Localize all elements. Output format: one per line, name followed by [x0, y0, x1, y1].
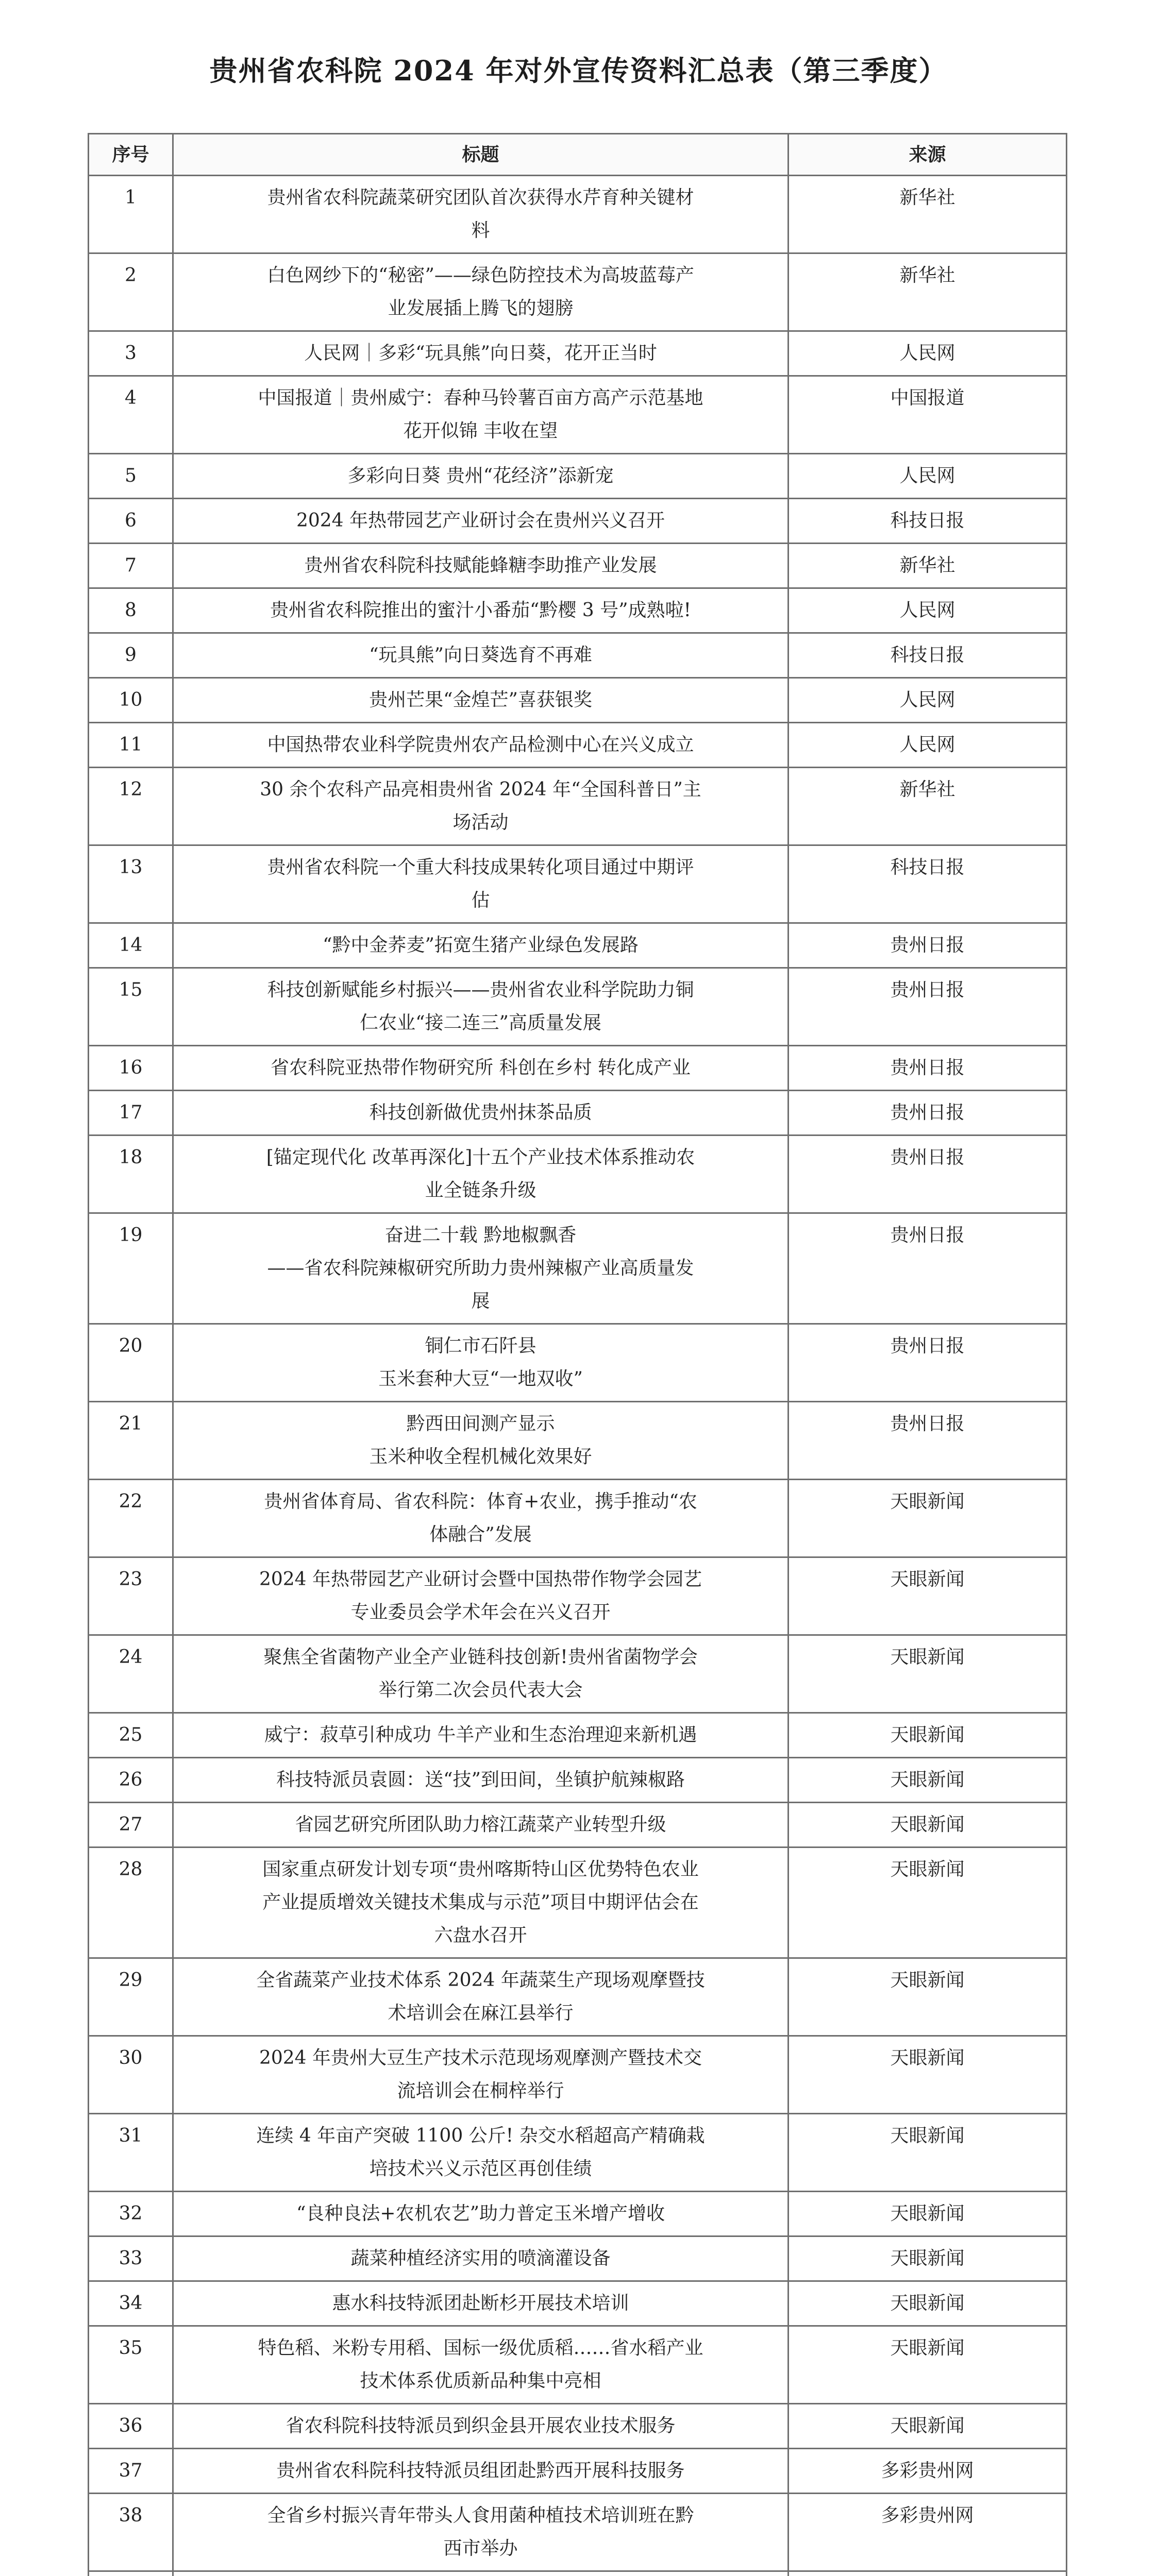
row-source: 人民网	[789, 454, 1067, 499]
row-source: 天眼新闻	[789, 1713, 1067, 1758]
row-source: 贵州日报	[789, 968, 1067, 1046]
row-title	[173, 723, 789, 768]
row-source: 贵州日报	[789, 1091, 1067, 1136]
row-title	[173, 2494, 789, 2571]
table-row	[89, 1557, 1067, 1635]
title-line: 铜仁市石阡县	[425, 1335, 536, 1357]
table-row	[89, 723, 1067, 768]
title-line: 流培训会在桐梓举行	[397, 2080, 564, 2102]
title-line: 中国热带农业科学院贵州农产品检测中心在兴义成立	[267, 734, 694, 755]
title-line: 省农科院科技特派员到织金县开展农业技术服务	[286, 2415, 676, 2436]
title-line: 举行第二次会员代表大会	[378, 1680, 583, 1701]
title-line: 贵州省农科院科技赋能蜂糖李助推产业发展	[304, 555, 657, 576]
row-source: 天眼新闻	[789, 2192, 1067, 2236]
table-body	[89, 176, 1067, 2576]
table-row	[89, 2326, 1067, 2404]
title-line: 估	[471, 890, 490, 911]
row-title	[173, 1758, 789, 1803]
row-number: 8	[89, 588, 173, 633]
title-line: 中国报道｜贵州威宁：春种马铃薯百亩方高产示范基地	[258, 387, 703, 409]
table-row	[89, 454, 1067, 499]
title-line: 贵州芒果“金煌芒”喜获银奖	[369, 689, 592, 710]
row-title	[173, 454, 789, 499]
row-title	[173, 968, 789, 1046]
table-row	[89, 1324, 1067, 1402]
title-line: 国家重点研发计划专项“贵州喀斯特山区优势特色农业	[262, 1859, 699, 1880]
table-row	[89, 1402, 1067, 1480]
table-row	[89, 1136, 1067, 1213]
title-line: 专业委员会学术年会在兴义召开	[350, 1602, 611, 1623]
table-row	[89, 544, 1067, 588]
title-line: 奋进二十载 黔地椒飘香	[384, 1225, 577, 1246]
row-number: 16	[89, 1046, 173, 1091]
row-source: 天眼新闻	[789, 1635, 1067, 1713]
row-number: 25	[89, 1713, 173, 1758]
row-source: 贵州日报	[789, 1046, 1067, 1091]
row-title	[173, 588, 789, 633]
table-row	[89, 1213, 1067, 1324]
header-source: 来源	[789, 134, 1067, 176]
row-title	[173, 2036, 789, 2114]
title-line: 蔬菜种植经济实用的喷滴灌设备	[350, 2248, 611, 2269]
row-title	[173, 376, 789, 454]
row-number: 14	[89, 923, 173, 968]
table-row	[89, 2236, 1067, 2281]
row-number	[89, 2571, 173, 2576]
row-number: 35	[89, 2326, 173, 2404]
title-line: 展	[471, 1291, 490, 1312]
title-line: 威宁：菽草引种成功 牛羊产业和生态治理迎来新机遇	[264, 1724, 697, 1745]
row-number: 6	[89, 499, 173, 544]
title-line: 贵州省农科院科技特派员组团赴黔西开展科技服务	[276, 2460, 685, 2481]
row-number: 36	[89, 2404, 173, 2449]
row-title	[173, 499, 789, 544]
title-line: 黔西田间测产显示	[406, 1413, 555, 1434]
title-line: 贵州省农科院一个重大科技成果转化项目通过中期评	[267, 857, 694, 878]
row-source: 天眼新闻	[789, 2114, 1067, 2192]
title-line: 业全链条升级	[425, 1180, 536, 1201]
title-line: 科技创新做优贵州抹茶品质	[369, 1102, 592, 1123]
title-line: 省农科院亚热带作物研究所 科创在乡村 转化成产业	[271, 1057, 691, 1078]
row-source: 天眼新闻	[789, 2236, 1067, 2281]
row-number: 34	[89, 2281, 173, 2326]
row-title	[173, 1136, 789, 1213]
row-number: 17	[89, 1091, 173, 1136]
row-source: 新华社	[789, 544, 1067, 588]
title-line: 人民网｜多彩“玩具熊”向日葵，花开正当时	[304, 343, 657, 364]
table-row	[89, 331, 1067, 376]
title-line: 白色网纱下的“秘密”——绿色防控技术为高坡蓝莓产	[267, 265, 694, 286]
title-line: ——省农科院辣椒研究所助力贵州辣椒产业高质量发	[267, 1258, 694, 1279]
row-number: 33	[89, 2236, 173, 2281]
table-row	[89, 845, 1067, 923]
row-number: 38	[89, 2494, 173, 2571]
row-source: 新华社	[789, 253, 1067, 331]
row-source: 人民网	[789, 331, 1067, 376]
table-row	[89, 1848, 1067, 1958]
table-row	[89, 633, 1067, 678]
row-title	[173, 1480, 789, 1557]
row-source: 贵州日报	[789, 1136, 1067, 1213]
row-number: 2	[89, 253, 173, 331]
table-row	[89, 923, 1067, 968]
title-line: 聚焦全省菌物产业全产业链科技创新!贵州省菌物学会	[263, 1647, 698, 1668]
title-line: 贵州省农科院蔬菜研究团队首次获得水芹育种关键材	[267, 187, 694, 208]
title-line: 料	[471, 220, 490, 241]
table-row	[89, 1046, 1067, 1091]
table-row	[89, 1091, 1067, 1136]
publicity-summary-table	[88, 133, 1067, 2576]
table-row	[89, 2571, 1067, 2576]
row-number: 29	[89, 1958, 173, 2036]
row-number: 10	[89, 678, 173, 723]
row-source: 贵州日报	[789, 923, 1067, 968]
header-no: 序号	[89, 134, 173, 176]
row-source: 天眼新闻	[789, 1480, 1067, 1557]
row-source: 科技日报	[789, 845, 1067, 923]
title-line: 产业提质增效关键技术集成与示范”项目中期评估会在	[262, 1892, 699, 1913]
row-number: 21	[89, 1402, 173, 1480]
row-title	[173, 544, 789, 588]
row-number: 5	[89, 454, 173, 499]
row-title	[173, 768, 789, 845]
table-row	[89, 2449, 1067, 2494]
row-title	[173, 1046, 789, 1091]
table-row	[89, 1958, 1067, 2036]
table-row	[89, 253, 1067, 331]
row-source: 中国报道	[789, 376, 1067, 454]
row-source: 科技日报	[789, 499, 1067, 544]
row-source: 天眼新闻	[789, 1803, 1067, 1848]
table-row	[89, 2281, 1067, 2326]
table-row	[89, 768, 1067, 845]
table-row	[89, 176, 1067, 253]
row-source: 天眼新闻	[789, 1758, 1067, 1803]
table-row	[89, 968, 1067, 1046]
title-line: 30 余个农科产品亮相贵州省 2024 年“全国科普日”主	[260, 779, 701, 800]
row-title	[173, 1091, 789, 1136]
table-row	[89, 1803, 1067, 1848]
table-row	[89, 1635, 1067, 1713]
table-row	[89, 2404, 1067, 2449]
row-title	[173, 678, 789, 723]
row-number: 30	[89, 2036, 173, 2114]
table-row	[89, 678, 1067, 723]
header-title: 标题	[173, 134, 789, 176]
row-source: 新华社	[789, 768, 1067, 845]
title-line: “良种良法+农机农艺”助力普定玉米增产增收	[296, 2203, 665, 2224]
title-line: 技术体系优质新品种集中亮相	[360, 2370, 601, 2392]
row-number: 15	[89, 968, 173, 1046]
table-row	[89, 2036, 1067, 2114]
row-number: 20	[89, 1324, 173, 1402]
title-line: 业发展插上腾飞的翅膀	[388, 298, 574, 319]
row-title	[173, 253, 789, 331]
document-title: 贵州省农科院 2024 年对外宣传资料汇总表（第三季度）	[209, 54, 948, 87]
row-title	[173, 2571, 789, 2576]
table-row	[89, 1758, 1067, 1803]
title-line: 2024 年热带园艺产业研讨会在贵州兴义召开	[296, 510, 665, 531]
row-title	[173, 923, 789, 968]
row-number: 27	[89, 1803, 173, 1848]
title-line: 惠水科技特派团赴断杉开展技术培训	[332, 2293, 629, 2314]
title-line: 科技创新赋能乡村振兴——贵州省农业科学院助力铜	[267, 979, 694, 1001]
row-title	[173, 331, 789, 376]
title-line: [锚定现代化 改革再深化]十五个产业技术体系推动农	[266, 1147, 695, 1168]
table-row	[89, 2494, 1067, 2571]
row-source: 天眼新闻	[789, 1848, 1067, 1958]
row-title	[173, 2236, 789, 2281]
row-title	[173, 1713, 789, 1758]
title-line: 玉米种收全程机械化效果好	[369, 1446, 592, 1467]
row-number: 26	[89, 1758, 173, 1803]
row-number: 31	[89, 2114, 173, 2192]
row-title	[173, 1557, 789, 1635]
row-source: 天眼新闻	[789, 2036, 1067, 2114]
row-number: 19	[89, 1213, 173, 1324]
row-number: 22	[89, 1480, 173, 1557]
title-line: 术培训会在麻江县举行	[388, 2003, 574, 2024]
row-source: 贵州日报	[789, 1402, 1067, 1480]
row-number: 18	[89, 1136, 173, 1213]
row-source: 天眼新闻	[789, 1958, 1067, 2036]
row-title	[173, 2192, 789, 2236]
row-title	[173, 1324, 789, 1402]
row-source: 多彩贵州网	[789, 2494, 1067, 2571]
title-line: 全省蔬菜产业技术体系 2024 年蔬菜生产现场观摩暨技	[256, 1970, 705, 1991]
title-line: 省园艺研究所团队助力榕江蔬菜产业转型升级	[295, 1814, 666, 1835]
title-line: 六盘水召开	[434, 1925, 527, 1946]
table-header-row	[89, 134, 1067, 176]
row-title	[173, 1213, 789, 1324]
row-number: 11	[89, 723, 173, 768]
title-line: 体融合”发展	[429, 1524, 532, 1545]
title-line: 特色稻、米粉专用稻、国标一级优质稻……省水稻产业	[258, 2337, 703, 2359]
row-number: 37	[89, 2449, 173, 2494]
row-title	[173, 2326, 789, 2404]
row-number: 7	[89, 544, 173, 588]
row-number: 24	[89, 1635, 173, 1713]
row-source: 天眼新闻	[789, 1557, 1067, 1635]
title-line: 全省乡村振兴青年带头人食用菌种植技术培训班在黔	[267, 2505, 694, 2526]
table-row	[89, 1713, 1067, 1758]
table-row	[89, 2192, 1067, 2236]
title-line: 场活动	[452, 812, 509, 833]
row-source	[789, 2571, 1067, 2576]
row-title	[173, 2114, 789, 2192]
row-source: 人民网	[789, 588, 1067, 633]
title-line: 2024 年贵州大豆生产技术示范现场观摩测产暨技术交	[259, 2047, 702, 2069]
title-line: “黔中金荞麦”拓宽生猪产业绿色发展路	[323, 935, 639, 956]
title-line: 贵州省体育局、省农科院：体育+农业，携手推动“农	[264, 1491, 697, 1512]
table-row	[89, 1480, 1067, 1557]
row-number: 12	[89, 768, 173, 845]
table-row	[89, 588, 1067, 633]
row-number: 4	[89, 376, 173, 454]
row-title	[173, 2281, 789, 2326]
row-source: 贵州日报	[789, 1213, 1067, 1324]
table-row	[89, 376, 1067, 454]
row-number: 9	[89, 633, 173, 678]
title-line: 培技术兴义示范区再创佳绩	[369, 2158, 592, 2179]
title-line: 科技特派员袁圆：送“技”到田间，坐镇护航辣椒路	[276, 1769, 685, 1790]
row-title	[173, 1848, 789, 1958]
row-title	[173, 633, 789, 678]
row-title	[173, 2449, 789, 2494]
row-source: 新华社	[789, 176, 1067, 253]
row-number: 13	[89, 845, 173, 923]
row-title	[173, 2404, 789, 2449]
row-source: 多彩贵州网	[789, 2449, 1067, 2494]
title-line: 花开似锦 丰收在望	[403, 420, 558, 442]
row-source: 人民网	[789, 678, 1067, 723]
row-number: 23	[89, 1557, 173, 1635]
table-row	[89, 2114, 1067, 2192]
title-line: “玩具熊”向日葵选育不再难	[369, 645, 592, 666]
title-line: 贵州省农科院推出的蜜汁小番茄“黔樱 3 号”成熟啦!	[270, 600, 692, 621]
row-number: 3	[89, 331, 173, 376]
row-number: 32	[89, 2192, 173, 2236]
row-title	[173, 1958, 789, 2036]
row-source: 天眼新闻	[789, 2326, 1067, 2404]
title-line: 连续 4 年亩产突破 1100 公斤! 杂交水稻超高产精确栽	[256, 2125, 705, 2146]
row-number: 28	[89, 1848, 173, 1958]
row-source: 科技日报	[789, 633, 1067, 678]
row-source: 贵州日报	[789, 1324, 1067, 1402]
title-line: 2024 年热带园艺产业研讨会暨中国热带作物学会园艺	[259, 1569, 702, 1590]
table-row	[89, 499, 1067, 544]
row-title	[173, 176, 789, 253]
row-source: 天眼新闻	[789, 2404, 1067, 2449]
row-title	[173, 845, 789, 923]
row-source: 天眼新闻	[789, 2281, 1067, 2326]
title-line: 仁农业“接二连三”高质量发展	[360, 1012, 601, 1033]
title-line: 西市举办	[443, 2538, 518, 2559]
row-source: 人民网	[789, 723, 1067, 768]
title-line: 多彩向日葵 贵州“花经济”添新宠	[347, 465, 614, 486]
row-title	[173, 1635, 789, 1713]
row-title	[173, 1803, 789, 1848]
row-number: 1	[89, 176, 173, 253]
row-title	[173, 1402, 789, 1480]
title-line: 玉米套种大豆“一地双收”	[378, 1368, 583, 1389]
